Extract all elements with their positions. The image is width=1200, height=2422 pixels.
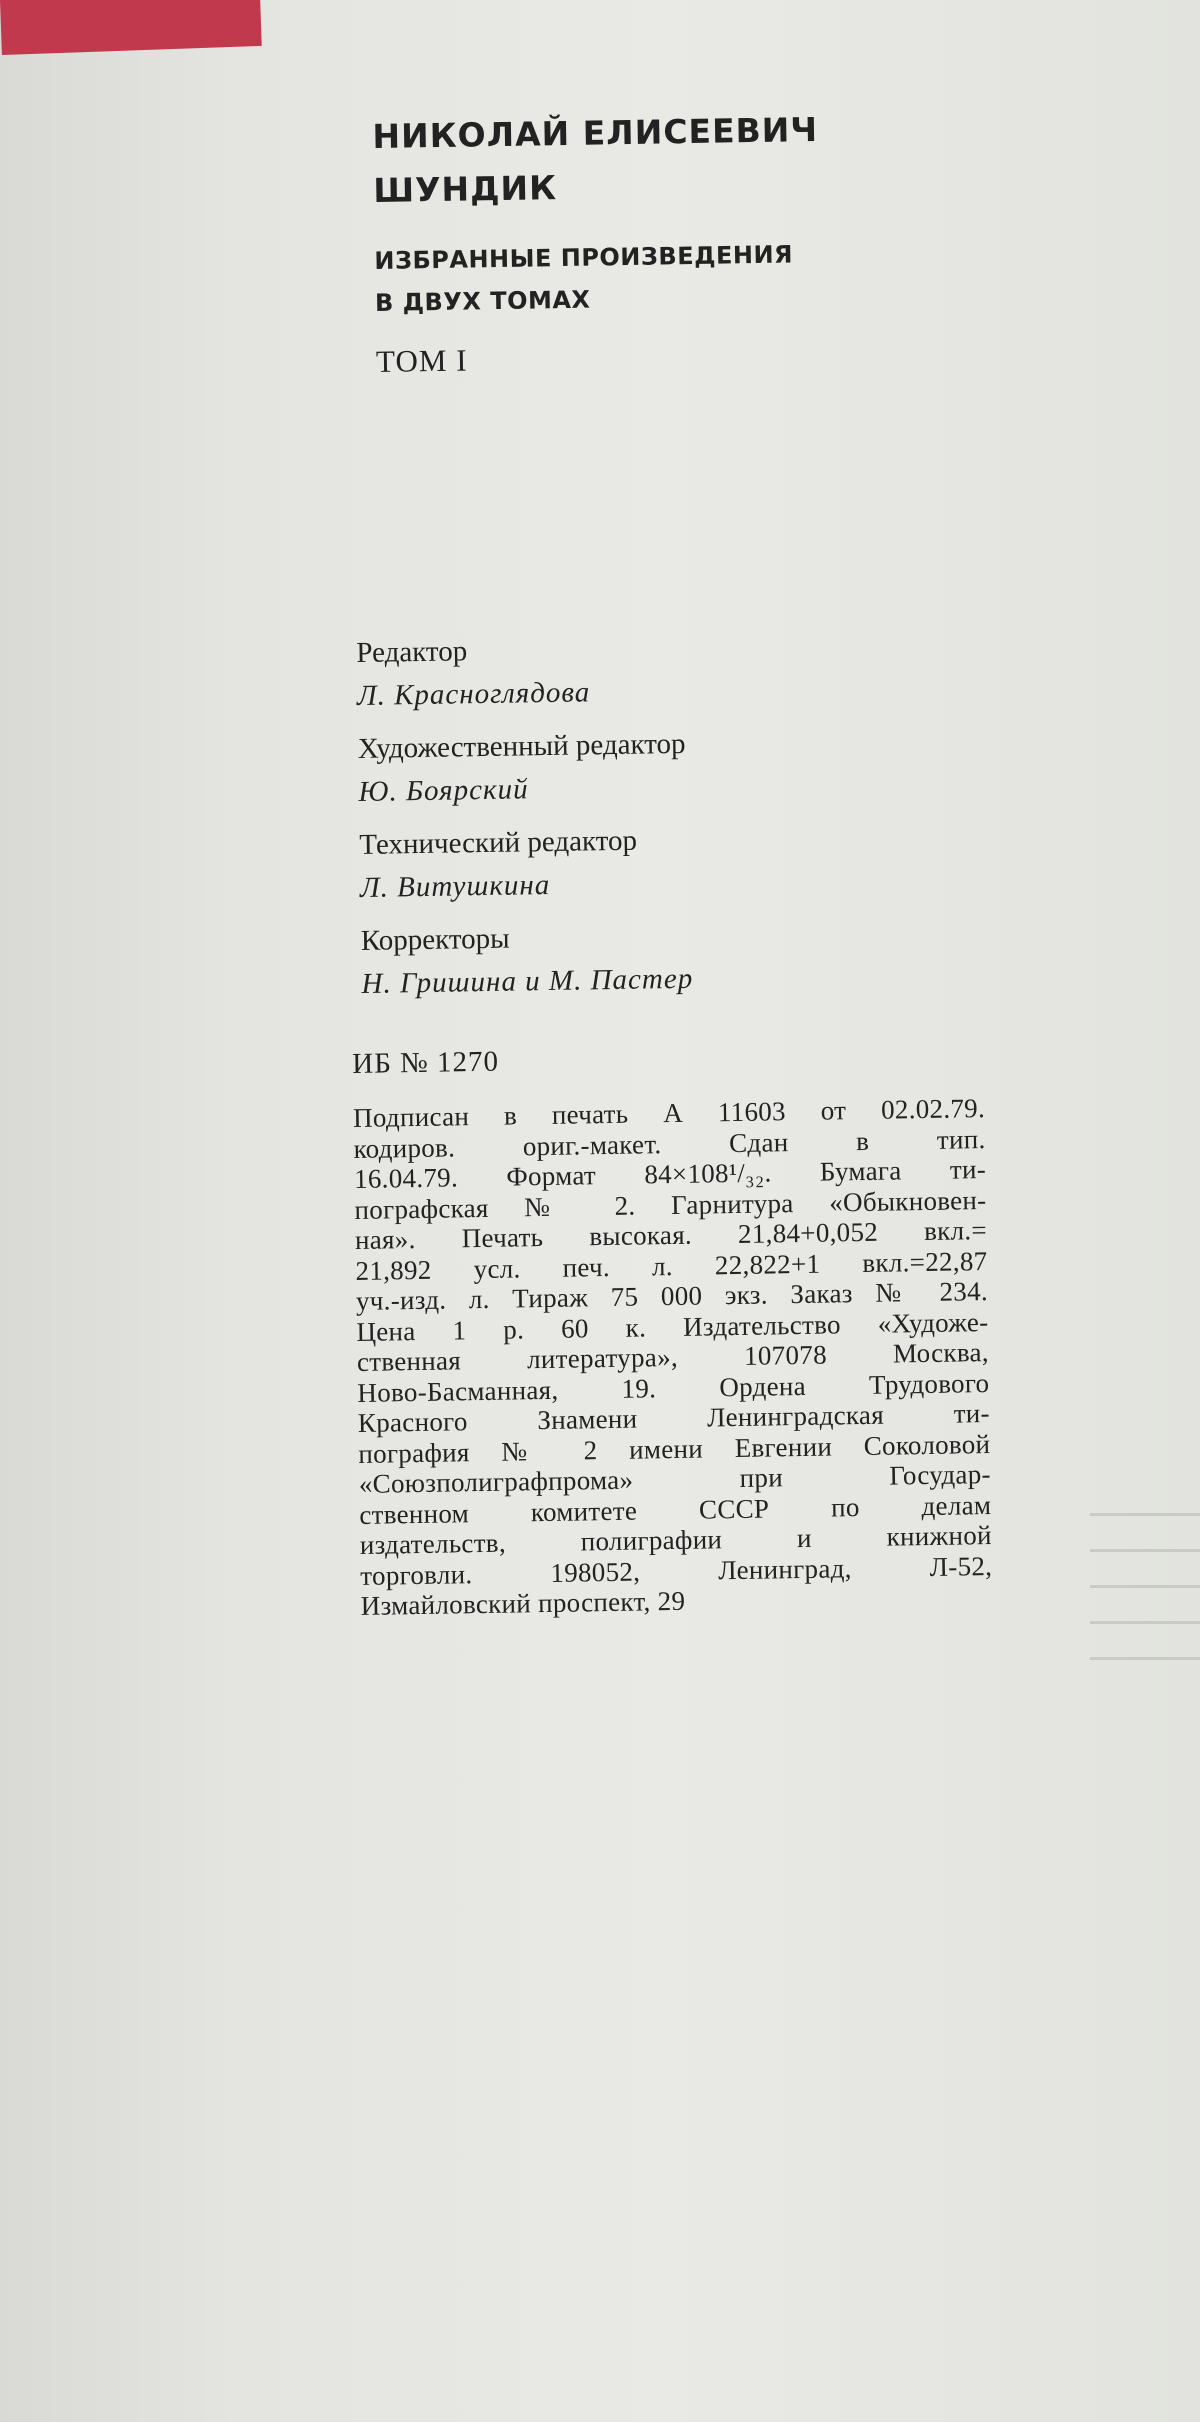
imprint-line: уч.-изд. л. Тираж 75 000 экз. Заказ № 234. xyxy=(355,1276,989,1316)
credit-art-editor xyxy=(358,718,999,814)
credits-list xyxy=(356,622,1002,1016)
imprint-line: Измайловский проспект, 29 xyxy=(360,1585,686,1621)
imprint-line: «Союзполиграфпрома» при Государ- xyxy=(358,1459,992,1499)
subtitle-line: ИЗБРАННЫЕ ПРОИЗВЕДЕНИЯ xyxy=(374,240,794,275)
credit-technical-editor xyxy=(359,814,1000,910)
cover-edge xyxy=(0,0,262,55)
imprint-line: Красного Знамени Ленинградская ти- xyxy=(357,1398,991,1438)
imprint-line: пография № 2 имени Евгении Соколовой xyxy=(358,1428,991,1469)
imprint-line: кодиров. ориг.-макет. Сдан в тип. xyxy=(353,1123,986,1164)
credit-name: Л. Витушкина xyxy=(359,868,551,904)
imprint-line: Цена 1 р. 60 к. Издательство «Художе- xyxy=(356,1306,989,1347)
credit-role: Художественный редактор xyxy=(357,727,686,765)
imprint-line: Ново-Басманная, 19. Ордена Трудового xyxy=(357,1367,990,1408)
subtitle xyxy=(374,231,975,324)
imprint-line: издательств, полиграфии и книжной xyxy=(359,1520,992,1560)
author-surname: ШУНДИК xyxy=(372,168,558,210)
imprint-line: ственном комитете СССР по делам xyxy=(359,1489,992,1530)
imprint-line: ная». Печать высокая. 21,84+0,052 вкл.= xyxy=(354,1215,988,1255)
volume-number: ТОМ I xyxy=(375,342,468,379)
author-first-names: НИКОЛАЙ ЕЛИСЕЕВИЧ xyxy=(372,109,819,156)
title-block xyxy=(372,101,976,380)
imprint-line: ственная литература», 107078 Москва, xyxy=(356,1337,990,1377)
imprint-line: пографская № 2. Гарнитура «Обыкновен- xyxy=(354,1184,987,1225)
imprint-line: Подписан в печать А 11603 от 02.02.79. xyxy=(352,1093,986,1133)
credit-role: Корректоры xyxy=(360,922,510,957)
credit-role: Редактор xyxy=(356,635,468,669)
credit-proofreaders xyxy=(361,910,1002,1006)
imprint-block xyxy=(352,1038,993,1621)
subtitle-line: В ДВУХ ТОМАХ xyxy=(374,285,591,317)
ib-number: ИБ № 1270 xyxy=(352,1045,500,1080)
imprint-line: 16.04.79. Формат 84×108¹/₃₂. Бумага ти- xyxy=(353,1154,987,1194)
credit-name: Н. Гришина и М. Пастер xyxy=(361,962,694,1000)
credit-name: Ю. Боярский xyxy=(358,773,529,808)
imprint-line: 21,892 усл. печ. л. 22,822+1 вкл.=22,87 xyxy=(355,1245,988,1286)
credit-editor xyxy=(356,622,997,718)
bleed-through-text xyxy=(1090,1480,1200,1660)
credit-role: Технический редактор xyxy=(359,824,638,861)
credit-name: Л. Красноглядова xyxy=(356,676,591,712)
imprint-line: торговли. 198052, Ленинград, Л-52, xyxy=(360,1550,993,1591)
